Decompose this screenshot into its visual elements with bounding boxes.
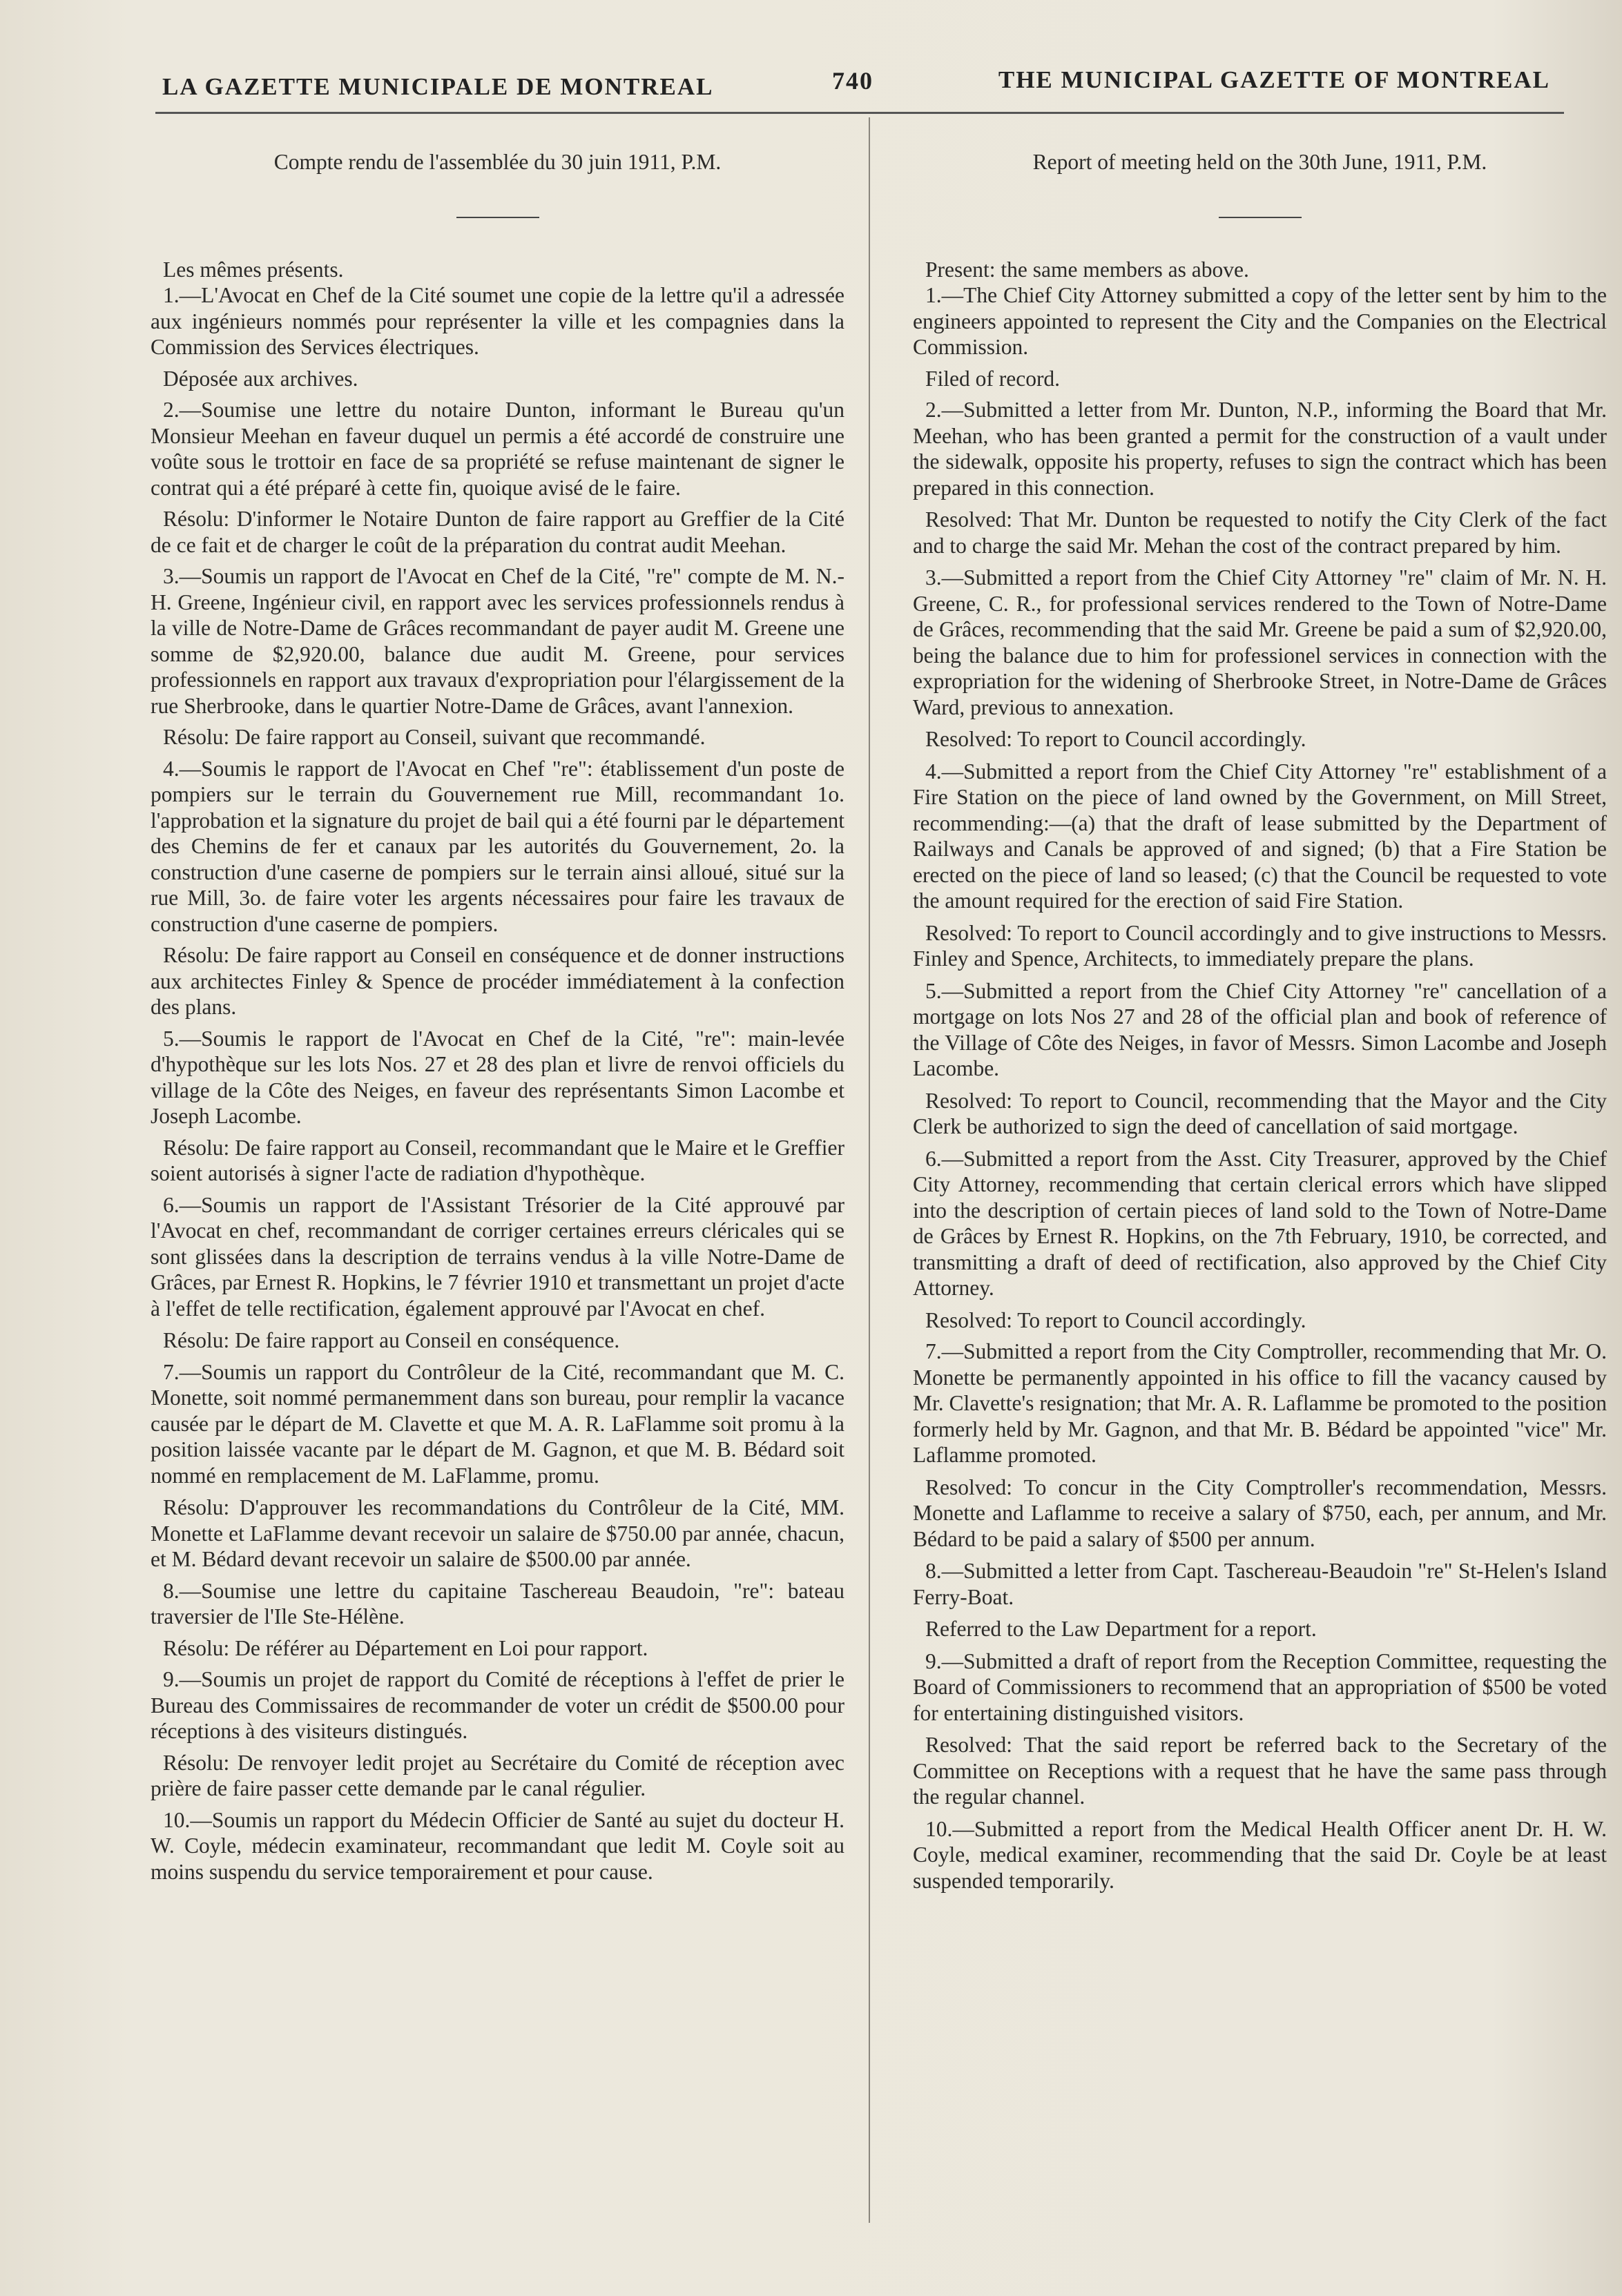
french-paragraph: Résolu: De faire rapport au Conseil en conséquence.: [163, 1328, 620, 1352]
english-paragraph: 1.—The Chief City Attorney submitted a copy of the letter sent by him to the engineers appointed to represent the City and the Companies on the Electrical Commission.: [913, 283, 1607, 359]
french-paragraph: 9.—Soumis un projet de rapport du Comité de réceptions à l'effet de prier le Bureau des Commissaires de recommander de voter un crédit de $500.00 pour réceptions à des visiteurs distingués.: [151, 1667, 844, 1743]
french-paragraph: 4.—Soumis le rapport de l'Avocat en Chef "re": établissement d'un poste de pompiers sur le terrain du Gouvernement rue Mill, recommandant 1o. l'approbation et la signature du projet de bail qui a été fourni par le département des Chemins de fer et canaux par les autorités du Gouvernement, 2o. la construction d'une caserne de pompiers sur le terrain ainsi alloué, situé sur la rue Mill, 3o. de faire voter les argents nécessaires pour faire les travaux de construction d'une caserne de pompiers.: [151, 756, 844, 936]
english-paragraph: Resolved: That the said report be referred back to the Secretary of the Committee on Receptions with a request that he have the same pass through the regular channel.: [913, 1733, 1607, 1809]
header-title-english: THE MUNICIPAL GAZETTE OF MONTREAL: [998, 66, 1550, 93]
english-paragraph: 3.—Submitted a report from the Chief City Attorney "re" claim of Mr. N. H. Greene, C. R., for professional services rendered to the Town of Notre-Dame de Grâces, recommending that the said Mr. Greene be paid a sum of $2,920.00, being the balance due to him for professionel services in connection with the expropriation for the widening of Sherbrooke Street, in Notre-Dame de Grâces Ward, previous to annexation.: [913, 565, 1607, 719]
english-paragraph: Resolved: To concur in the City Comptroller's recommendation, Messrs. Monette and Laflamme to receive a salary of $750, each, per annum, and Mr. Bédard to be paid a salary of $500 per annum.: [913, 1475, 1607, 1551]
french-paragraph: 2.—Soumise une lettre du notaire Dunton, informant le Bureau qu'un Monsieur Meehan en faveur duquel un permis a été accordé de construire une voûte sous le trottoir en face de sa propriété se refuse maintenant de signer le contrat qui a été préparé à cette fin, quoique avisé de le faire.: [151, 398, 844, 500]
french-title-rule: [456, 217, 539, 218]
header-title-french: LA GAZETTE MUNICIPALE DE MONTREAL: [162, 73, 714, 100]
french-paragraph: 10.—Soumis un rapport du Médecin Officier de Santé au sujet du docteur H. W. Coyle, médecin examinateur, recommandant que ledit M. Coyle soit au moins suspendu du service temporairement et pour cause.: [151, 1807, 844, 1884]
english-paragraph: Referred to the Law Department for a report.: [925, 1617, 1317, 1641]
french-paragraph: 8.—Soumise une lettre du capitaine Taschereau Beaudoin, "re": bateau traversier de l'Ile Ste-Hélène.: [151, 1578, 844, 1628]
english-title-rule: [1219, 217, 1302, 218]
english-paragraph: 7.—Submitted a report from the City Comptroller, recommending that Mr. O. Monette be permanently appointed in his office to fill the vacancy caused by Mr. Clavette's resignation; that Mr. A. R. Laflamme be promoted to the position formerly held by Mr. Gagnon, and that Mr. B. Bédard be appointed "vice" Mr. Laflamme promoted.: [913, 1339, 1607, 1467]
french-paragraph: Résolu: De référer au Département en Loi pour rapport.: [163, 1635, 648, 1660]
french-paragraph: 3.—Soumis un rapport de l'Avocat en Chef de la Cité, "re" compte de M. N.-H. Greene, Ingénieur civil, en rapport avec les services professionnels rendus à la ville de Notre-Dame de Grâces recommandant de payer audit M. Greene une somme de $2,920.00, balance due audit M. Greene, pour services professionnels en rapport aux travaux d'expropriation pour l'élargissement de la rue Sherbrooke, dans le quartier Notre-Dame de Grâces, avant l'annexion.: [151, 564, 844, 718]
english-report-title: Report of meeting held on the 30th June, 1911, P.M.: [1032, 150, 1487, 174]
french-paragraph: Résolu: De faire rapport au Conseil, recommandant que le Maire et le Greffier soient autorisés à signer l'acte de radiation d'hypothèque.: [151, 1135, 844, 1185]
english-paragraph: Resolved: To report to Council accordingly.: [925, 727, 1306, 751]
english-paragraph: Resolved: To report to Council, recommending that the Mayor and the City Clerk be authorized to sign the deed of cancellation of said mortgage.: [913, 1088, 1607, 1138]
french-paragraph: 5.—Soumis le rapport de l'Avocat en Chef de la Cité, "re": main-levée d'hypothèque sur les lots Nos. 27 et 28 des plan et livre de renvoi officiels du village de la Côte des Neiges, en faveur des représentants Simon Lacombe et Joseph Lacombe.: [151, 1026, 844, 1128]
english-paragraph: 9.—Submitted a draft of report from the Reception Committee, requesting the Board of Commissioners to recommend that an appropriation of $500 be voted for entertaining distinguished visitors.: [913, 1648, 1607, 1725]
header-rule: [155, 112, 1564, 114]
french-paragraph: 6.—Soumis un rapport de l'Assistant Trésorier de la Cité approuvé par l'Avocat en chef, recommandant de corriger certaines erreurs cléricales qui se sont glissées dans la description de terrains vendus à la ville Notre-Dame de Grâces, par Ernest R. Hopkins, le 7 février 1910 et transmettant un projet d'acte à l'effet de telle rectification, également approuvé par l'Avocat en chef.: [151, 1192, 844, 1321]
french-paragraph: Résolu: De faire rapport au Conseil, suivant que recommandé.: [163, 725, 706, 749]
english-paragraph: 4.—Submitted a report from the Chief City Attorney "re" establishment of a Fire Station on the piece of land owned by the Government, on Mill Street, recommending:—(a) that the draft of lease submitted by the Department of Railways and Canals be approved of and signed; (b) that a Fire Station be erected on the piece of land so leased; (c) that the Council be requested to vote the amount required for the erection of said Fire Station.: [913, 759, 1607, 913]
english-column: [913, 133, 1607, 1894]
english-paragraph: Present: the same members as above.: [925, 257, 1249, 282]
french-paragraph: Déposée aux archives.: [163, 366, 358, 391]
page-number: 740: [832, 67, 873, 95]
page-header: [162, 66, 1550, 108]
english-paragraph: 2.—Submitted a letter from Mr. Dunton, N.P., informing the Board that Mr. Meehan, who has been granted a permit for the construction of a vault under the sidewalk, opposite his property, refuses to sign the contract which has been prepared in this connection.: [913, 398, 1607, 500]
english-paragraph: 8.—Submitted a letter from Capt. Taschereau-Beaudoin "re" St-Helen's Island Ferry-Boat.: [913, 1559, 1607, 1609]
english-paragraph: 5.—Submitted a report from the Chief City Attorney "re" cancellation of a mortgage on lots Nos 27 and 28 of the official plan and book of reference of the Village of Côte des Neiges, in favor of Messrs. Simon Lacombe and Joseph Lacombe.: [913, 978, 1607, 1080]
column-divider: [869, 117, 870, 2223]
french-paragraph: Résolu: De renvoyer ledit projet au Secrétaire du Comité de réception avec prière de faire passer cette demande par le canal régulier.: [151, 1750, 844, 1800]
english-paragraph: 6.—Submitted a report from the Asst. City Treasurer, approved by the Chief City Attorney, recommending that certain clerical errors which have slipped into the description of certain pieces of land sold to the Town of Notre-Dame de Grâces by Ernest R. Hopkins, on the 7th February, 1910, be corrected, and transmitting a draft of deed of rectification, also approved by the Chief City Attorney.: [913, 1146, 1607, 1300]
english-paragraph: 10.—Submitted a report from the Medical Health Officer anent Dr. H. W. Coyle, medical examiner, recommending that the said Dr. Coyle be at least suspended temporarily.: [913, 1816, 1607, 1893]
french-paragraph: Résolu: D'approuver les recommandations du Contrôleur de la Cité, MM. Monette et LaFlamme devant recevoir un salaire de $750.00 par année, chacun, et M. Bédard devant recevoir un salaire de $500.00 par année.: [151, 1495, 844, 1571]
french-paragraph: 7.—Soumis un rapport du Contrôleur de la Cité, recommandant que M. C. Monette, soit nommé permanemment dans son bureau, pour remplir la vacance causée par le départ de M. Clavette et que M. A. R. LaFlamme soit promu à la position laissée vacante par le départ de M. Gagnon, et que M. B. Bédard soit nommé en remplacement de M. LaFlamme, promu.: [151, 1359, 844, 1488]
english-paragraph: Resolved: To report to Council accordingly.: [925, 1307, 1306, 1332]
french-paragraph: Résolu: D'informer le Notaire Dunton de faire rapport au Greffier de la Cité de ce fait et de charger le coût de la préparation du contrat audit Meehan.: [151, 507, 844, 557]
english-paragraph: Filed of record.: [925, 366, 1061, 391]
french-paragraph: Résolu: De faire rapport au Conseil en conséquence et de donner instructions aux architectes Finley & Spence de procéder immédiatement à la confection des plans.: [151, 943, 844, 1019]
french-paragraph: 1.—L'Avocat en Chef de la Cité soumet une copie de la lettre qu'il a adressée aux ingénieurs nommés pour représenter la ville et les compagnies dans la Commission des Services électriques.: [151, 283, 844, 359]
french-paragraph: Les mêmes présents.: [163, 257, 344, 282]
french-column: [151, 133, 844, 1885]
english-paragraph: Resolved: To report to Council accordingly and to give instructions to Messrs. Finley and Spence, Architects, to immediately prepare the plans.: [913, 920, 1607, 971]
english-paragraph: Resolved: That Mr. Dunton be requested to notify the City Clerk of the fact and to charge the said Mr. Mehan the cost of the contract prepared by him.: [913, 507, 1607, 558]
french-report-title: Compte rendu de l'assemblée du 30 juin 1911, P.M.: [273, 150, 722, 174]
